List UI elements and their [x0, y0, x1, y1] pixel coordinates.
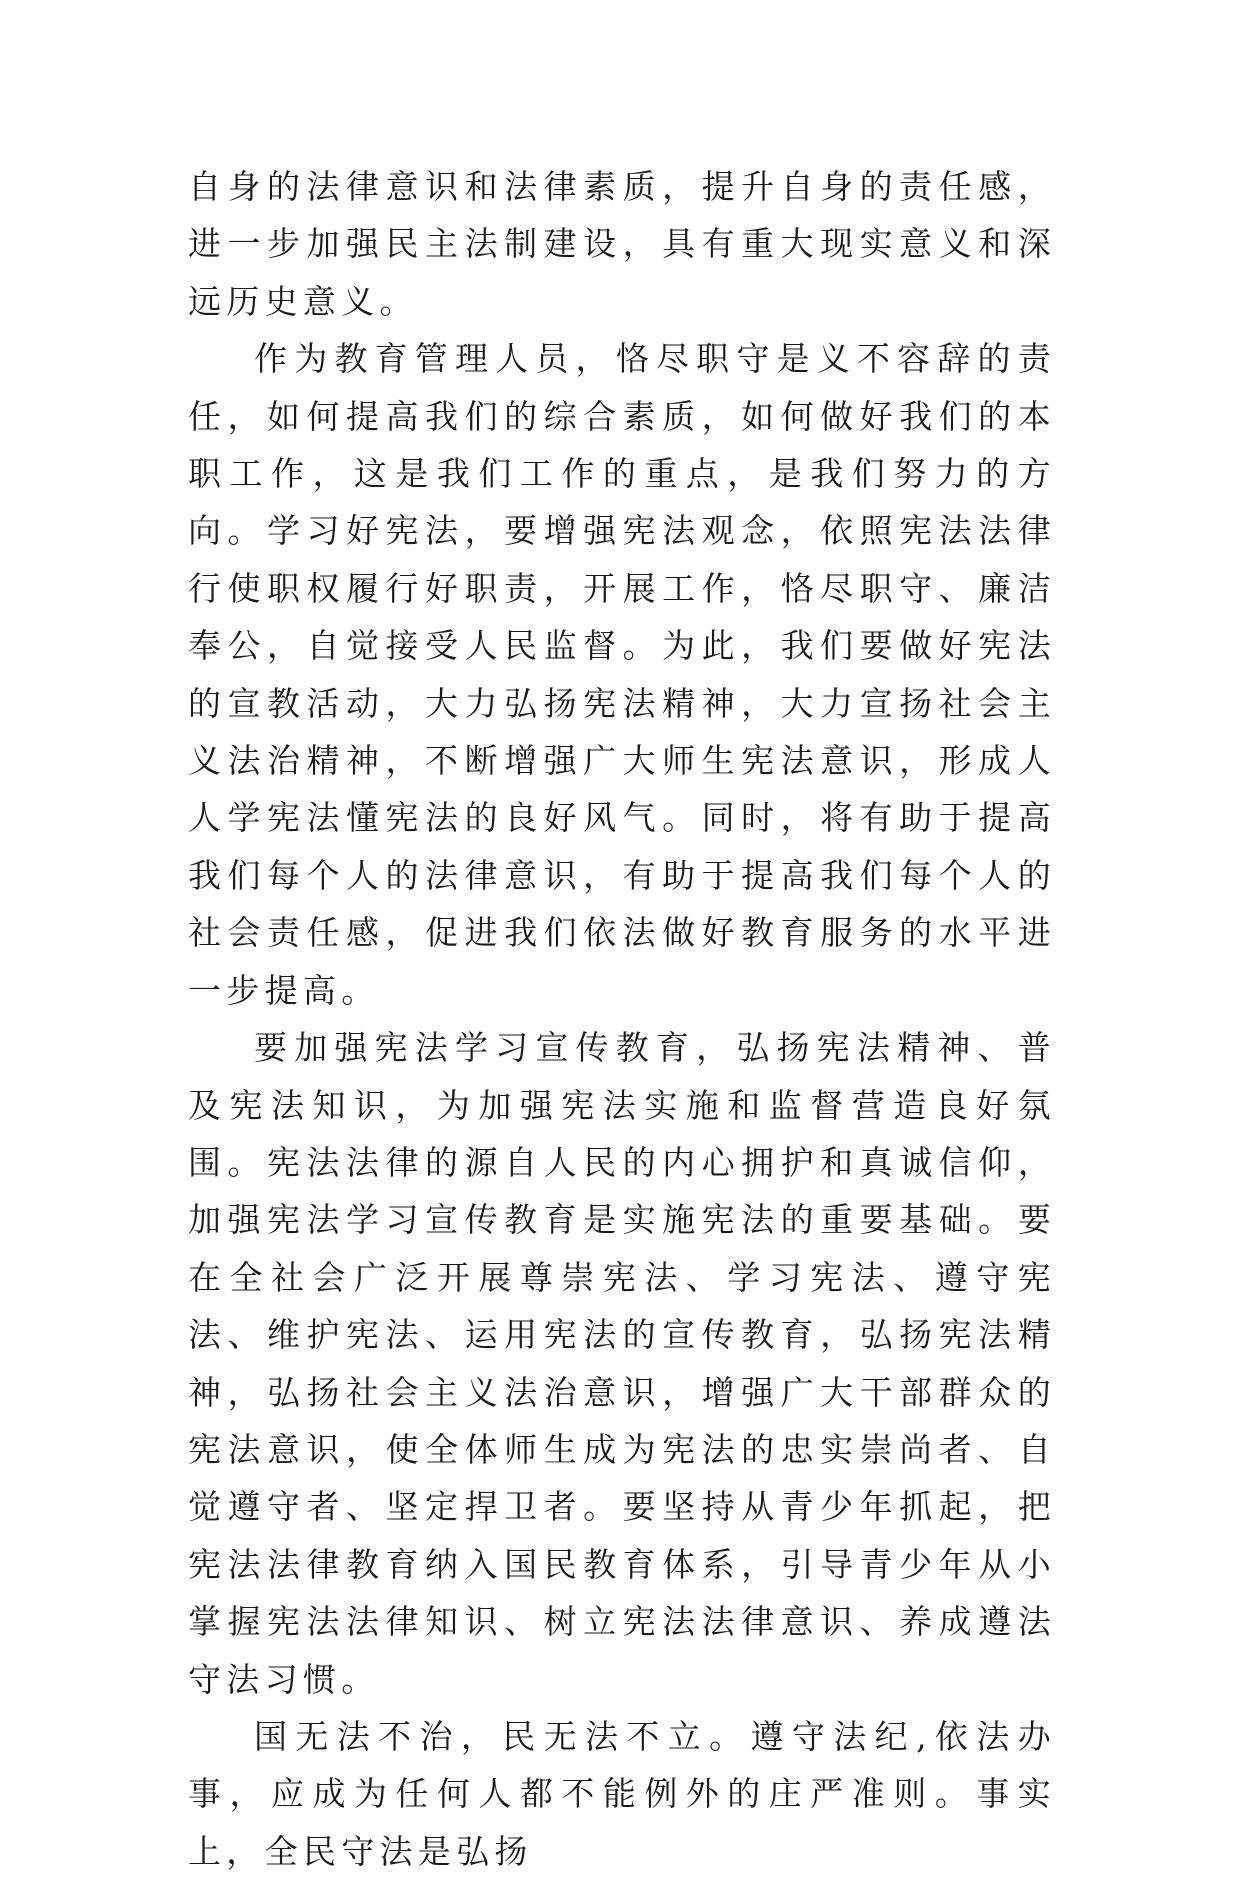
body-text — [188, 158, 1056, 1880]
paragraph-4: 国无法不治，民无法不立。遵守法纪,依法办事，应成为任何人都不能例外的庄严准则。事实上，全民守法是弘扬 — [188, 1716, 1056, 1871]
paragraph-3: 要加强宪法学习宣传教育，弘扬宪法精神、普及宪法知识，为加强宪法实施和监督营造良好氛围。宪法法律的源自人民的内心拥护和真诚信仰，加强宪法学习宣传教育是实施宪法的重要基础。要在全社会广泛开展尊崇宪法、学习宪法、遵守宪法、维护宪法、运用宪法的宣传教育，弘扬宪法精神，弘扬社会主义法治意识，增强广大干部群众的宪法意识，使全体师生成为宪法的忠实崇尚者、自觉遵守者、坚定捍卫者。要坚持从青少年抓起，把宪法法律教育纳入国民教育体系，引导青少年从小掌握宪法法律知识、树立宪法法律意识、养成遵法守法习惯。 — [188, 1028, 1056, 1699]
paragraph-1: 自身的法律意识和法律素质，提升自身的责任感，进一步加强民主法制建设，具有重大现实意义和深远历史意义。 — [188, 167, 1056, 321]
paragraph-2: 作为教育管理人员，恪尽职守是义不容辞的责任，如何提高我们的综合素质，如何做好我们的本职工作，这是我们工作的重点，是我们努力的方向。学习好宪法，要增强宪法观念，依照宪法法律行使职权履行好职责，开展工作，恪尽职守、廉洁奉公，自觉接受人民监督。为此，我们要做好宪法的宣教活动，大力弘扬宪法精神，大力宣扬社会主义法治精神，不断增强广大师生宪法意识，形成人人学宪法懂宪法的良好风气。同时，将有助于提高我们每个人的法律意识，有助于提高我们每个人的社会责任感，促进我们依法做好教育服务的水平进一步提高。 — [188, 339, 1056, 1010]
